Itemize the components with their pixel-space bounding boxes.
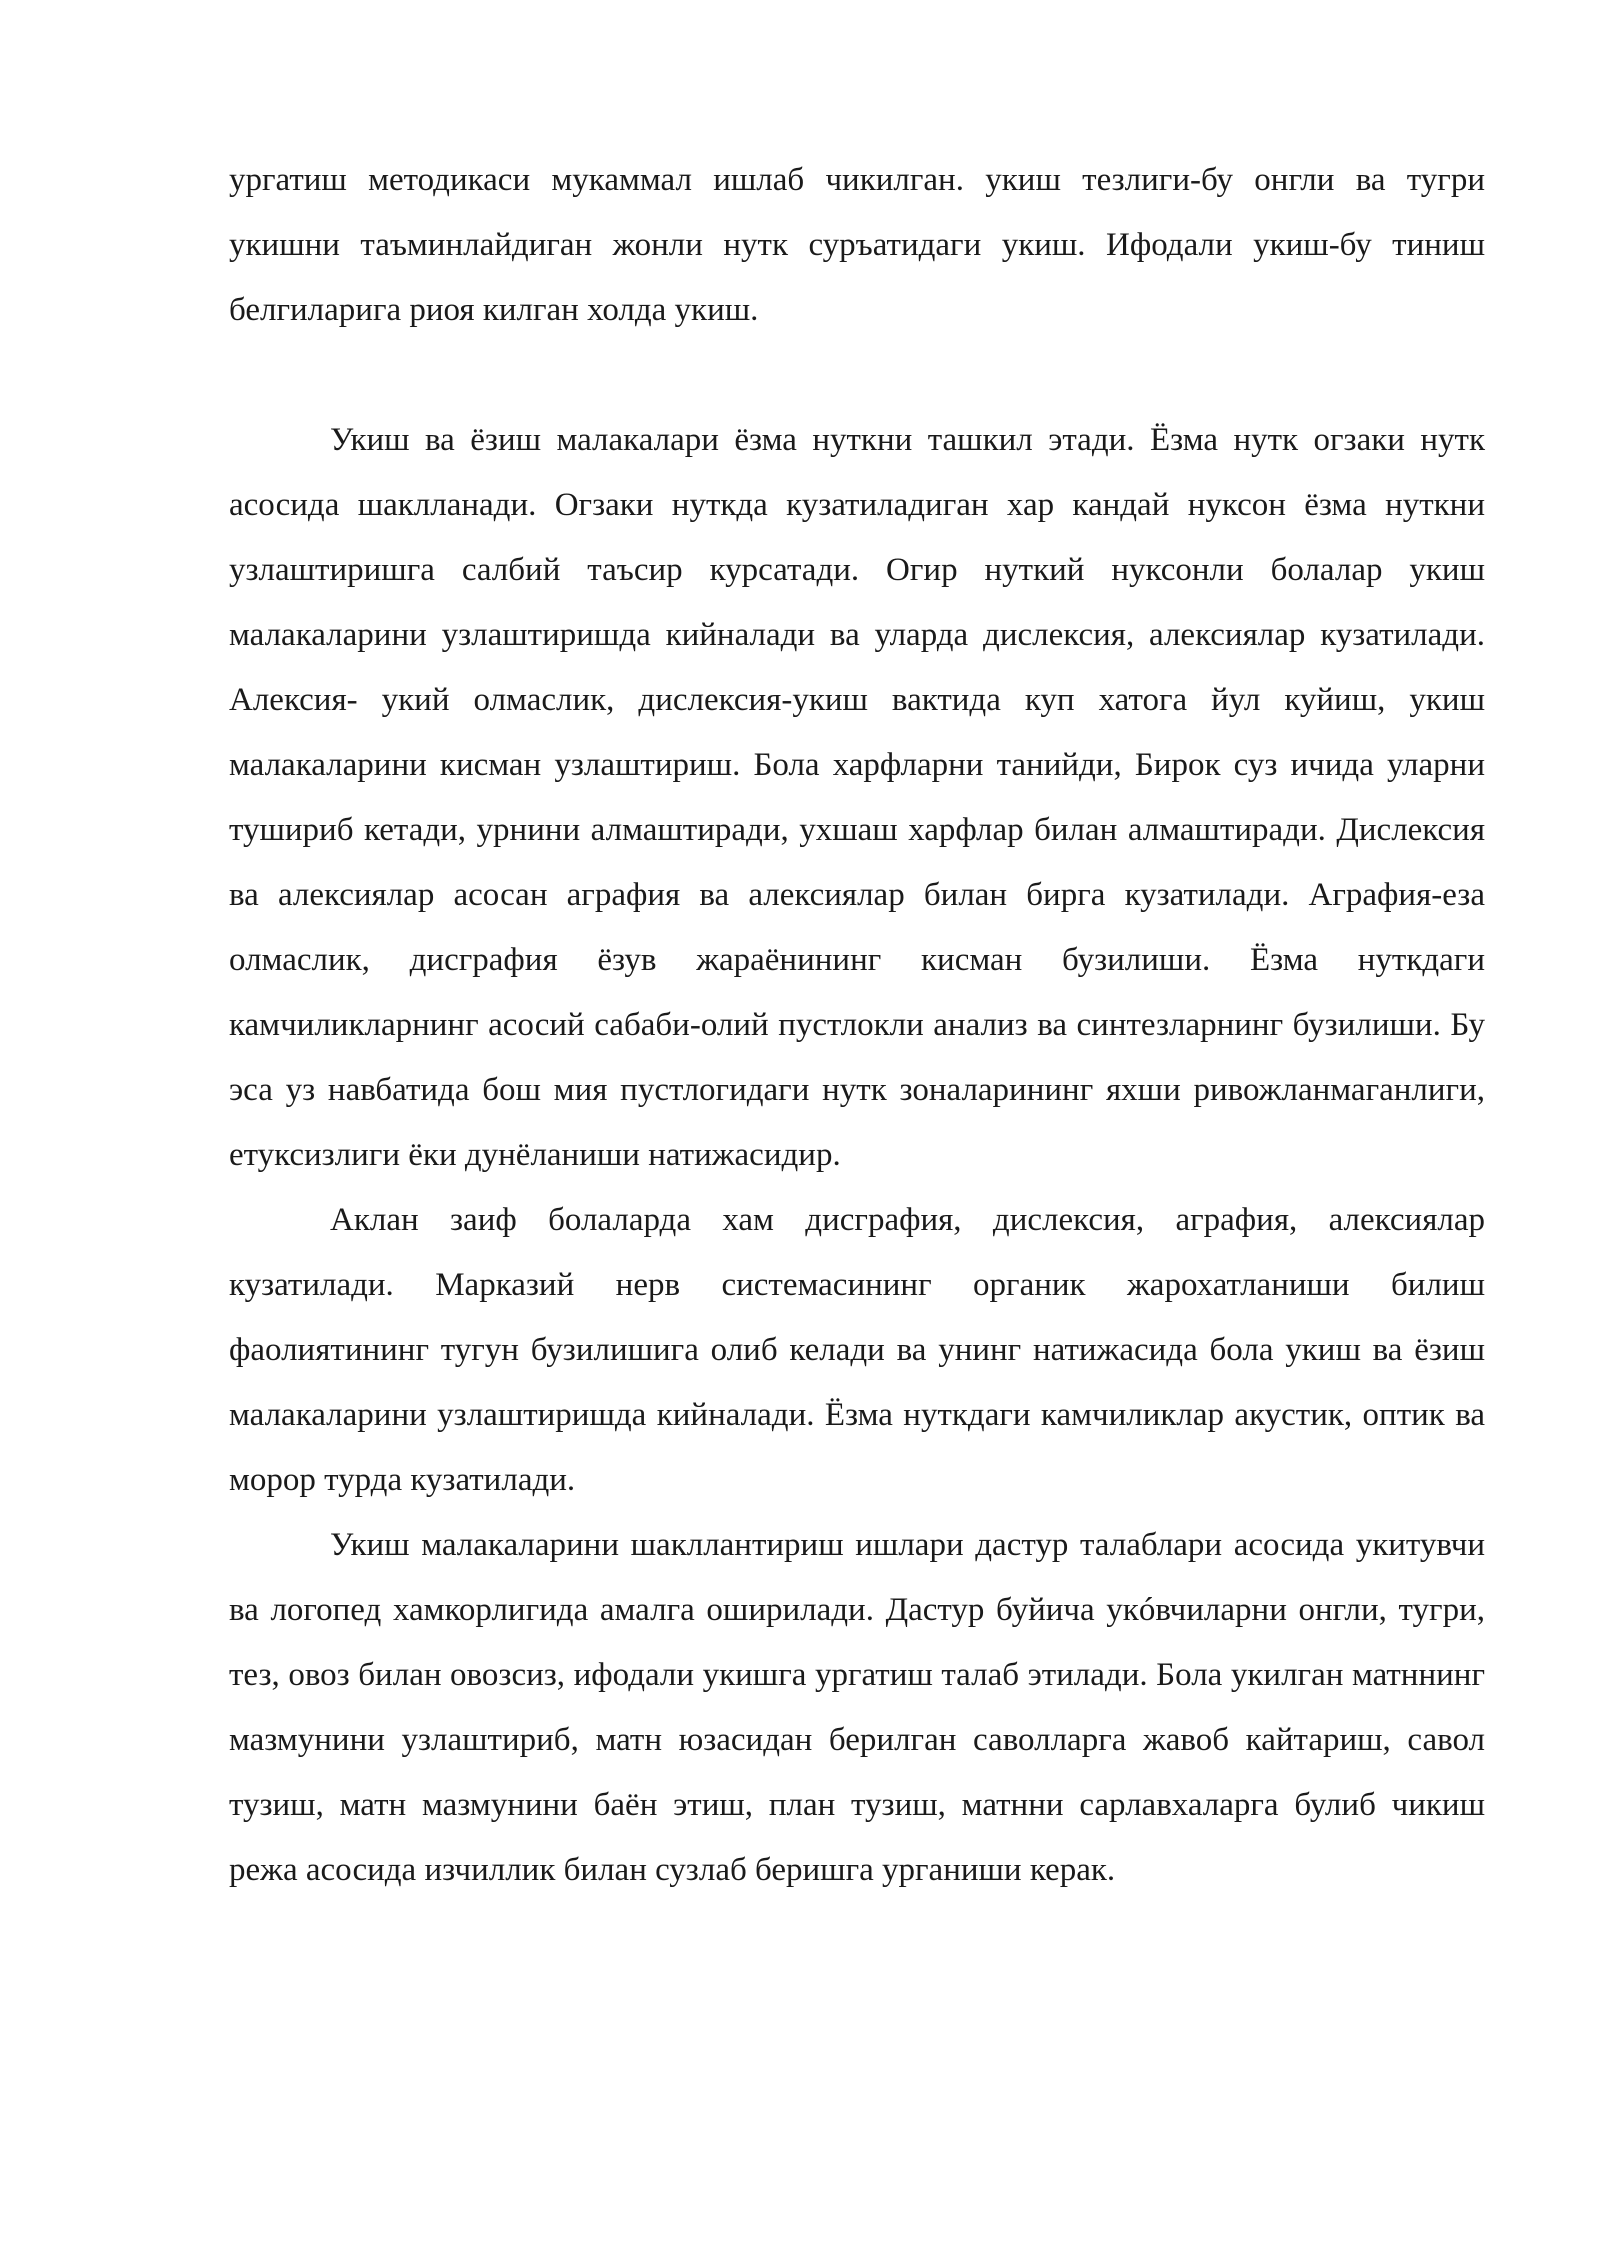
paragraph-3: Аклан заиф болаларда хам дисграфия, дислексия, аграфия, алексиялар кузатилади. Марказий нерв системасининг органик жарохатланиши билиш фаолиятининг тугун бузилишига олиб келади ва унинг натижасида бола укиш ва ёзиш малакаларини узлаштиришда кийналади. Ёзма нуткдаги камчиликлар акустик, оптик ва морор турда кузатилади. bbox=[229, 1202, 1485, 1498]
document-body bbox=[229, 148, 1485, 1903]
paragraph-1: ургатиш методикаси мукаммал ишлаб чикилган. укиш тезлиги-бу онгли ва тугри укишни таъминлайдиган жонли нутк суръатидаги укиш. Ифодали укиш-бу тиниш белгиларига риоя килган холда укиш. bbox=[229, 162, 1485, 328]
paragraph-2: Укиш ва ёзиш малакалари ёзма нуткни ташкил этади. Ёзма нутк огзаки нутк асосида шаклланади. Огзаки нуткда кузатиладиган хар кандай нуксон ёзма нуткни узлаштиришга салбий таъсир курсатади. Огир нуткий нуксонли болалар укиш малакаларини узлаштиришда кийналади ва уларда дислексия, алексиялар кузатилади. Алексия- укий олмаслик, дислексия-укиш вактида куп хатога йул куйиш, укиш малакаларини кисман узлаштириш. Бола харфларни танийди, Бирок суз ичида уларни тушириб кетади, урнини алмаштиради, ухшаш харфлар билан алмаштиради. Дислексия ва алексиялар асосан аграфия ва алексиялар билан бирга кузатилади. Аграфия-еза олмаслик, дисграфия ёзув жараёнининг кисман бузилиши. Ёзма нуткдаги камчиликларнинг асосий сабаби-олий пустлокли анализ ва синтезларнинг бузилиши. Бу эса уз навбатида бош мия пустлогидаги нутк зоналарининг яхши ривожланмаганлиги, етуксизлиги ёки дунёланиши натижасидир. bbox=[229, 422, 1485, 1173]
paragraph-4: Укиш малакаларини шакллантириш ишлари дастур талаблари асосида укитувчи ва логопед хамкорлигида амалга оширилади. Дастур буйича укóвчиларни онгли, тугри, тез, овоз билан овозсиз, ифодали укишга ургатиш талаб этилади. Бола укилган матннинг мазмунини узлаштириб, матн юзасидан берилган саволларга жавоб кайтариш, савол тузиш, матн мазмунини баён этиш, план тузиш, матнни сарлавхаларга булиб чикиш режа асосида изчиллик билан сузлаб беришга урганиши керак. bbox=[229, 1527, 1485, 1888]
